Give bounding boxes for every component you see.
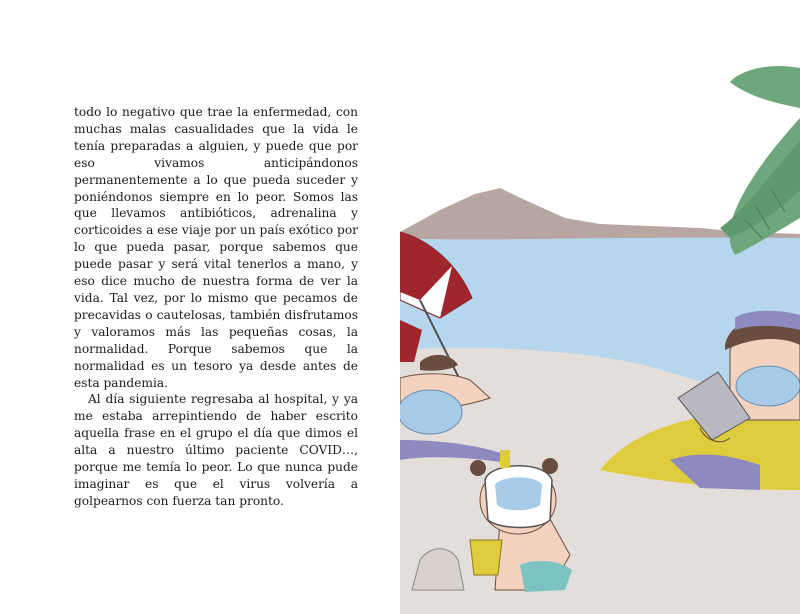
palm-leaves <box>720 66 800 255</box>
beach-scene <box>400 0 800 614</box>
beach-illustration <box>400 0 800 614</box>
paragraph-2: Al día siguiente regresaba al hospital, y ya me estaba arrepintiendo de haber escrito aquella frase en el grupo el día que dimos el alta a nuestro último paciente COVID…, porque me temía lo peor. Lo que nunca pude imaginar es que el virus volvería a golpearnos con fuerza tan pronto. <box>74 392 358 508</box>
body-text <box>74 104 358 510</box>
paragraph-1: todo lo negativo que trae la enfermedad, con muchas malas casualidades que la vida le tenía preparadas a alguien, y puede que por eso vivamos anticipándonos permanentemente a lo que pueda suceder y poniéndonos siempre en lo peor. Somos las que llevamos antibióticos, adrenalina y corticoides a ese viaje por un país exótico por lo que pueda pasar, porque sabemos que puede pasar y será vital tenerlos a mano, y eso dice mucho de nuestra forma de ver la vida. Tal vez, por lo mismo que pecamos de precavidas o cautelosas, también disfrutamos y valoramos más las pequeñas cosas, la normalidad. Porque sabemos que la normalidad es un tesoro ya desde antes de esta pandemia. <box>74 105 358 390</box>
